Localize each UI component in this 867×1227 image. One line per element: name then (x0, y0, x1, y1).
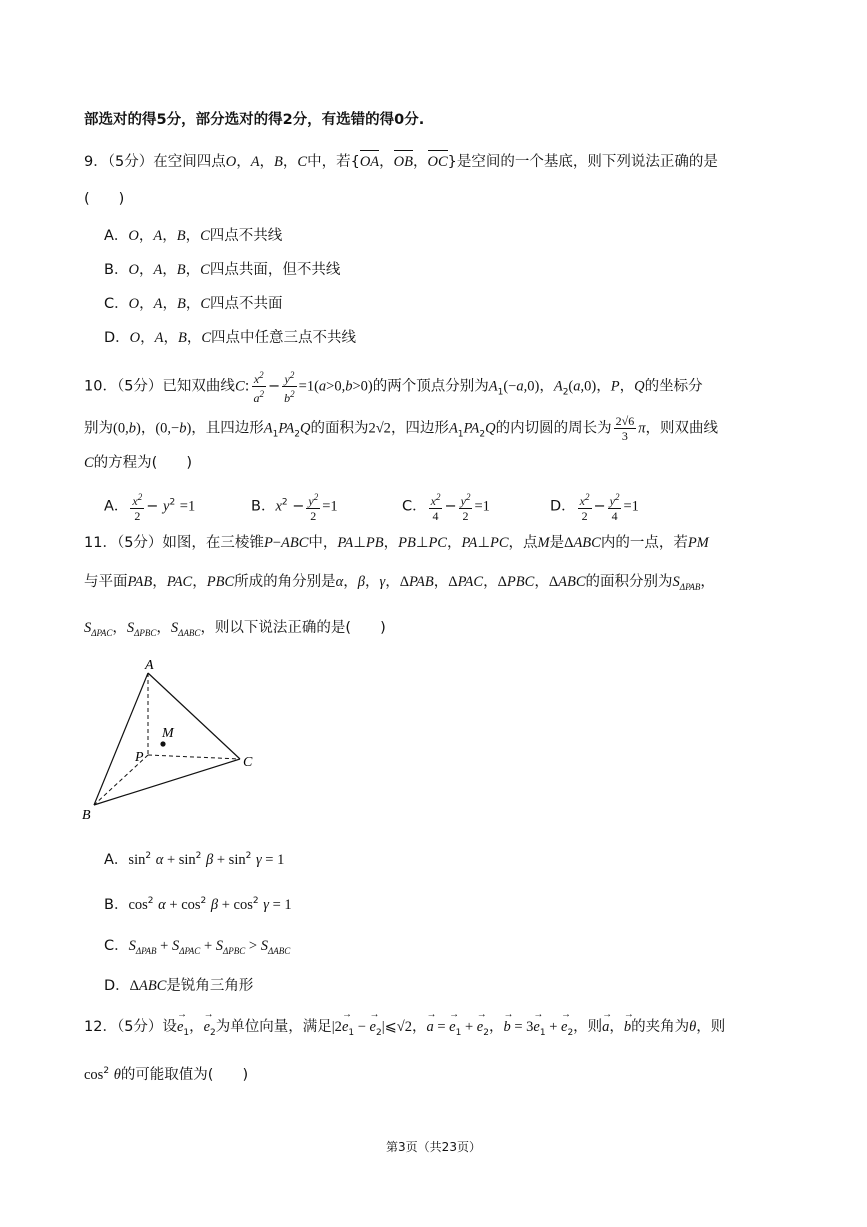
edge-pc (148, 755, 240, 759)
q11-option-d[interactable]: D．ΔABC是锐角三角形 (104, 978, 254, 994)
q11-option-a[interactable]: A．$\sin^2 \alpha + \sin^2 \beta + \sin^2 \gamma = 1$ (104, 851, 285, 868)
q9-option-c[interactable]: C．O，A，B，C四点不共面 (104, 296, 283, 312)
q11-option-c[interactable]: C．$S_{\Delta PAB} + S_{\Delta PAC} + S_{\Delta PBC} > S_{\Delta ABC}$ (104, 938, 291, 956)
q9-option-d[interactable]: D．O，A，B，C四点中任意三点不共线 (104, 330, 357, 346)
q10-stem-line2: 别为(0,b)，(0,−b)，且四边形$A_1PA_2Q$的面积为2√2，四边形$A_1PA_2Q$的内切圆的周长为 $\frac{2√6}{3}$ π，则双曲线 (84, 414, 718, 443)
q12-stem-line1: 12．（5分）设$e \to_1$，$e \to_2$为单位向量，满足$|2e \to_1 - e$ $\to_2|⩽√2$，a → = $e \to_1 + e \to_2$，b → = $3e \to_1 + e \to_2$，则a →，b →的夹角为θ，则 (84, 1017, 807, 1043)
edge-bc (94, 759, 240, 805)
point-m (160, 741, 165, 746)
q10-option-d[interactable]: D． $\frac{x^2}{2}$ − $\frac{y^2}{4}$ =1 (550, 492, 639, 523)
q11-stem-line3: $S_{\Delta PAC}$，$S_{\Delta PBC}$，$S_{\Delta ABC}$，则以下说法正确的是( ) (84, 620, 386, 638)
q10-option-b[interactable]: B．$x^2$ − $\frac{y^2}{2}$ =1 (251, 492, 338, 523)
label-m: M (162, 726, 174, 741)
label-c: C (243, 755, 253, 770)
q9-option-b[interactable]: B．O，A，B，C四点共面，但不共线 (104, 262, 341, 278)
q10-option-a[interactable]: A． $\frac{x^2}{2}$ − $y^2 =1$ (104, 492, 196, 523)
q9-stem: 9．（5分）在空间四点O，A，B，C中，若{OA，OB，OC}是空间的一个基底，则下列说法正确的是 (84, 154, 718, 170)
q11-option-b[interactable]: B．$\cos^2 \alpha + \cos^2 \beta + \cos^2 \gamma = 1$ (104, 896, 292, 913)
page-footer: 第3页（共23页） (386, 1140, 481, 1154)
q11-stem-line1: 11．（5分）如图，在三棱锥P−ABC中，PA⊥PB，PB⊥PC，PA⊥PC，点M是ΔABC内的一点，若PM (84, 535, 709, 551)
label-b: B (82, 808, 91, 823)
label-p: P (135, 750, 144, 765)
scoring-note: 部选对的得5分，部分选对的得2分，有选错的得0分. (84, 112, 425, 128)
q10-option-c[interactable]: C． $\frac{x^2}{4}$ − $\frac{y^2}{2}$ =1 (402, 492, 490, 523)
q9-paren: ( ) (84, 191, 125, 207)
tetrahedron-figure (78, 655, 268, 825)
q9-option-a[interactable]: A．O，A，B，C四点不共线 (104, 228, 283, 244)
edge-ab (94, 673, 148, 805)
q10-stem-line3: C的方程为( ) (84, 455, 192, 471)
q11-stem-line2: 与平面PAB，PAC，PBC所成的角分别是α，β，γ，ΔPAB，ΔPAC，ΔPBC，ΔABC的面积分别为$S_{\Delta PAB}$， (84, 574, 715, 592)
label-a: A (145, 658, 154, 673)
q12-stem-line2: $\cos^2 \theta$的可能取值为( ) (84, 1066, 249, 1083)
q10-stem-line1: 10．（5分）已知双曲线C: $\frac{x^2}{a^2}$ − $\frac{y^2}{b^2}$ =1(a>0,b>0)的两个顶点分别为$A_1(-a,0)$，$A_2(a,0)$，P，Q的坐标分 (84, 370, 703, 405)
